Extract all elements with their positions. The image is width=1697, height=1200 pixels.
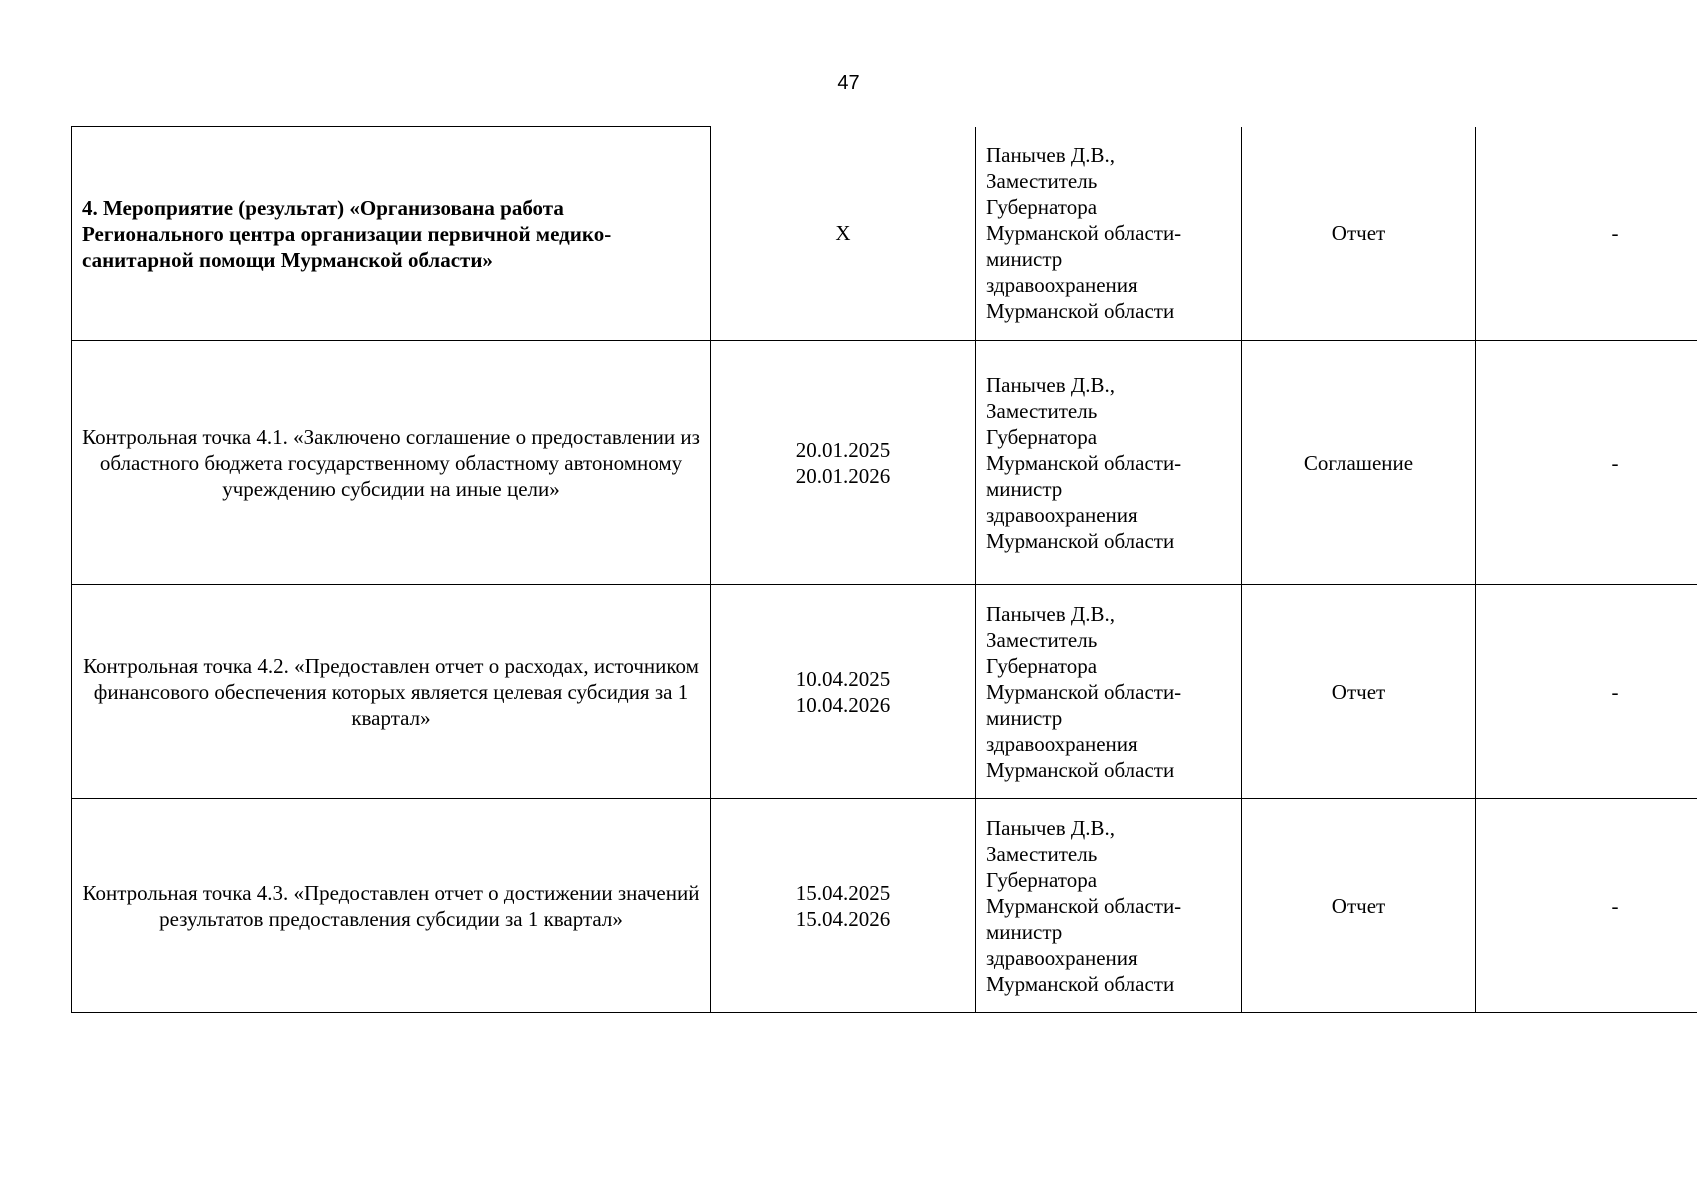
responsible-line: Заместитель — [986, 841, 1098, 866]
table-row — [72, 799, 1697, 1013]
responsible-cell — [976, 585, 1242, 799]
responsible-line: Губернатора — [986, 653, 1098, 678]
responsible-line: Панычев Д.В., — [986, 372, 1115, 397]
control-point-name-cell: Контрольная точка 4.2. «Предоставлен отчет о расходах, источником финансового обеспечения которых является целевая субсидия за 1 квартал» — [72, 585, 711, 799]
responsible-line: Заместитель — [986, 627, 1098, 652]
date-value: X — [835, 221, 851, 246]
responsible-line: Мурманской области- — [986, 679, 1182, 704]
control-point-name-cell: Контрольная точка 4.3. «Предоставлен отчет о достижении значений результатов предоставления субсидии за 1 квартал» — [72, 799, 711, 1013]
document-cell: Отчет — [1242, 799, 1476, 1013]
responsible-line: Панычев Д.В., — [986, 601, 1115, 626]
responsible-line: Мурманской области- — [986, 450, 1182, 475]
responsible-line: здравоохранения — [986, 273, 1138, 298]
info-cell: - — [1476, 799, 1697, 1013]
responsible-line: Губернатора — [986, 424, 1098, 449]
responsible-line: Губернатора — [986, 867, 1098, 892]
responsible-line: здравоохранения — [986, 731, 1138, 756]
table-row — [72, 585, 1697, 799]
responsible-line: Заместитель — [986, 398, 1098, 423]
date-value: 15.04.2025 — [795, 880, 891, 905]
responsible-line: Мурманской области- — [986, 221, 1182, 246]
date-value: 20.01.2026 — [795, 463, 891, 488]
date-value: 10.04.2025 — [795, 666, 891, 691]
document-cell: Отчет — [1242, 127, 1476, 341]
document-cell: Отчет — [1242, 585, 1476, 799]
responsible-line: Заместитель — [986, 169, 1098, 194]
date-value: 20.01.2025 — [795, 437, 891, 462]
responsible-cell — [976, 341, 1242, 585]
date-value: 10.04.2026 — [795, 692, 891, 717]
responsible-line: министр — [986, 247, 1063, 272]
responsible-line: Мурманской области — [986, 757, 1175, 782]
event-name-cell: 4. Мероприятие (результат) «Организована работа Регионального центра организации первичной медико-санитарной помощи Мурманской области» — [72, 127, 711, 341]
responsible-cell — [976, 127, 1242, 341]
date-cell — [711, 585, 976, 799]
date-cell — [711, 341, 976, 585]
info-cell: - — [1476, 341, 1697, 585]
date-cell — [711, 127, 976, 341]
responsible-cell — [976, 799, 1242, 1013]
responsible-line: министр — [986, 919, 1063, 944]
date-value: 15.04.2026 — [795, 906, 891, 931]
responsible-line: Мурманской области — [986, 971, 1175, 996]
responsible-line: Панычев Д.В., — [986, 815, 1115, 840]
info-cell: - — [1476, 585, 1697, 799]
plan-table — [71, 126, 1697, 1013]
responsible-line: Губернатора — [986, 195, 1098, 220]
control-point-name-cell: Контрольная точка 4.1. «Заключено соглашение о предоставлении из областного бюджета государственному областному автономному учреждению субсидии на иные цели» — [72, 341, 711, 585]
info-cell: - — [1476, 127, 1697, 341]
table-row — [72, 127, 1697, 341]
responsible-line: министр — [986, 705, 1063, 730]
table-row — [72, 341, 1697, 585]
responsible-line: министр — [986, 476, 1063, 501]
document-cell: Соглашение — [1242, 341, 1476, 585]
responsible-line: Мурманской области — [986, 528, 1175, 553]
responsible-line: здравоохранения — [986, 502, 1138, 527]
responsible-line: Мурманской области- — [986, 893, 1182, 918]
responsible-line: здравоохранения — [986, 945, 1138, 970]
date-cell — [711, 799, 976, 1013]
responsible-line: Панычев Д.В., — [986, 143, 1115, 168]
page-number: 47 — [837, 72, 860, 94]
responsible-line: Мурманской области — [986, 299, 1175, 324]
